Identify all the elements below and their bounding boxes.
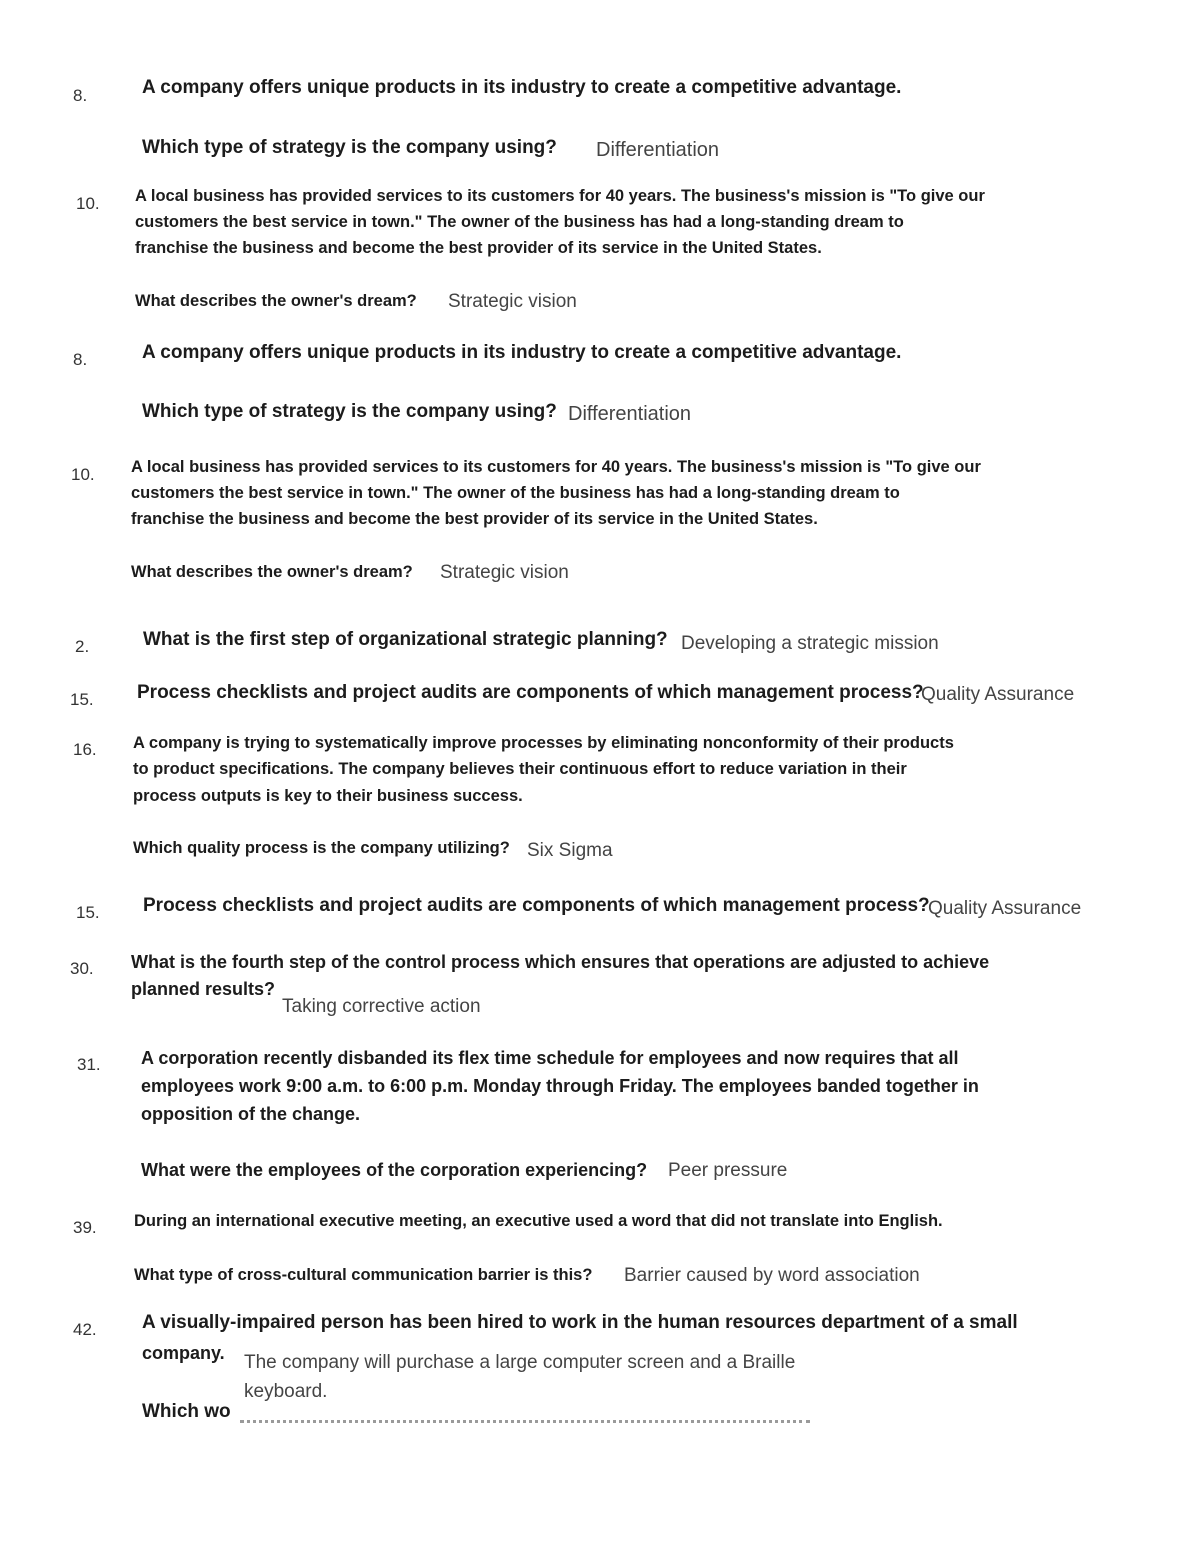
obscured-text-remnant [240,1414,810,1423]
answer-text: Differentiation [568,403,692,425]
question-prompt-line: A local business has provided services to its customers for 40 years. The business's mission is "To give our [131,458,981,476]
question-prompt-line: What is the fourth step of the control process which ensures that operations are adjusted to achieve [131,952,990,972]
answer-text: Quality Assurance [921,684,1075,705]
question-number: 39. [73,1218,97,1237]
question-number: 10. [71,465,95,484]
answer-text: Taking corrective action [282,996,481,1017]
question-text: Process checklists and project audits are components of which management process? [143,895,930,916]
answer-text: Strategic vision [448,291,577,312]
question-prompt: During an international executive meeting, an executive used a word that did not translate into English. [134,1212,943,1230]
question-text: Which quality process is the company utilizing? [133,839,510,857]
question-prompt-line: A visually-impaired person has been hired to work in the human resources department of a small [142,1312,1018,1333]
question-prompt: A company offers unique products in its industry to create a competitive advantage. [142,342,902,363]
answer-text: Differentiation [596,139,720,161]
question-prompt-line: process outputs is key to their business success. [133,787,523,805]
question-prompt-line: customers the best service in town." The owner of the business has had a long-standing dream to [135,213,904,231]
question-text: Which type of strategy is the company using? [142,137,557,158]
answer-text: Barrier caused by word association [624,1265,920,1286]
question-number: 16. [73,740,97,759]
question-text: What describes the owner's dream? [135,292,417,310]
question-number: 42. [73,1320,97,1339]
question-number: 10. [76,194,100,213]
question-number: 15. [70,690,94,709]
question-prompt-line: company. [142,1343,225,1363]
question-prompt: A company offers unique products in its industry to create a competitive advantage. [142,77,902,98]
question-prompt-line: A company is trying to systematically improve processes by eliminating nonconformity of their products [133,734,954,752]
answer-text: Strategic vision [440,562,569,583]
answer-text: Developing a strategic mission [681,633,939,654]
question-number: 30. [70,959,94,978]
question-prompt-line: franchise the business and become the best provider of its service in the United States. [131,510,818,528]
answer-text-line: The company will purchase a large computer screen and a Braille [244,1352,796,1373]
answer-text: Six Sigma [527,840,613,861]
question-number: 8. [73,350,88,369]
question-number: 8. [73,86,88,105]
answer-text: Peer pressure [668,1160,788,1181]
question-prompt-line: employees work 9:00 a.m. to 6:00 p.m. Monday through Friday. The employees banded together in [141,1076,979,1096]
question-text: What describes the owner's dream? [131,563,413,581]
question-prompt-line: franchise the business and become the best provider of its service in the United States. [135,239,822,257]
question-prompt-line: A corporation recently disbanded its flex time schedule for employees and now requires that all [141,1048,959,1068]
question-number: 2. [75,637,90,656]
question-text: What is the first step of organizational strategic planning? [143,629,668,650]
answer-text-line: keyboard. [244,1381,331,1403]
question-text: What were the employees of the corporation experiencing? [141,1160,648,1180]
question-prompt-line: planned results? [131,979,276,999]
question-text: Process checklists and project audits are components of which management process? [137,682,924,703]
question-prompt-line: to product specifications. The company believes their continuous effort to reduce variation in their [133,760,907,778]
question-prompt-line: opposition of the change. [141,1104,360,1124]
question-number: 31. [77,1055,101,1074]
question-text-partial: Which wo [142,1401,231,1422]
question-prompt-line: customers the best service in town." The owner of the business has had a long-standing dream to [131,484,900,502]
question-text: What type of cross-cultural communication barrier is this? [134,1266,593,1284]
question-prompt-line: A local business has provided services to its customers for 40 years. The business's mission is "To give our [135,187,985,205]
question-text: Which type of strategy is the company using? [142,401,557,422]
question-number: 15. [76,903,100,922]
answer-text: Quality Assurance [928,898,1082,919]
